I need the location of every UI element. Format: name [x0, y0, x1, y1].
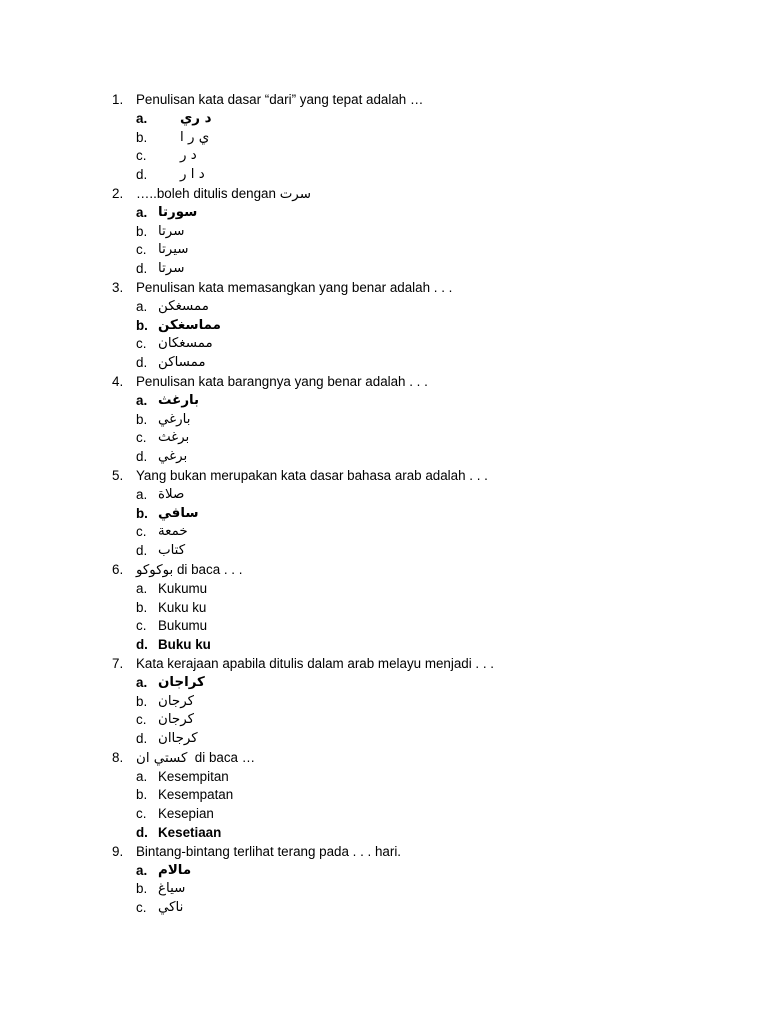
option-text: د ري	[180, 110, 212, 126]
option-text: Kesempitan	[158, 768, 229, 784]
option-5a	[0, 486, 768, 505]
question-5	[0, 467, 768, 486]
option-5d	[0, 542, 768, 561]
option-letter: a.	[136, 392, 148, 408]
option-6a	[0, 580, 768, 599]
option-text: ي ر ا	[180, 129, 210, 145]
option-2b	[0, 223, 768, 242]
question-7	[0, 655, 768, 674]
option-text: صلاة	[158, 486, 185, 502]
option-2a	[0, 204, 768, 223]
option-text: سافي	[158, 505, 199, 521]
question-stem	[136, 749, 255, 769]
question-2	[0, 185, 768, 204]
option-8c	[0, 805, 768, 824]
option-text: Kesempatan	[158, 787, 234, 803]
option-1d	[0, 166, 768, 185]
option-letter: c.	[136, 336, 147, 352]
option-letter: b.	[136, 599, 148, 615]
option-text: ممسغكن	[158, 298, 209, 314]
option-text: كتاب	[158, 543, 186, 559]
option-letter: b.	[136, 693, 148, 709]
option-letter: a.	[136, 862, 148, 878]
option-letter: c.	[136, 712, 147, 728]
option-7a	[0, 674, 768, 693]
option-text: بارغي	[158, 411, 191, 427]
option-text: كرجان	[158, 712, 194, 728]
option-letter: d.	[136, 825, 148, 841]
option-9c	[0, 899, 768, 918]
option-letter: d.	[136, 261, 148, 277]
option-letter: b.	[136, 317, 148, 333]
option-6d	[0, 636, 768, 655]
option-text: برغي	[158, 449, 188, 465]
question-number: 2.	[112, 185, 124, 201]
option-text: كرجاان	[158, 731, 198, 747]
question-number: 7.	[112, 655, 124, 671]
option-letter: d.	[136, 637, 148, 653]
option-8b	[0, 786, 768, 805]
option-2d	[0, 260, 768, 279]
option-4b	[0, 411, 768, 430]
option-5c	[0, 523, 768, 542]
option-letter: d.	[136, 731, 148, 747]
question-6	[0, 561, 768, 580]
option-text: سيرتا	[158, 242, 189, 258]
option-9b	[0, 880, 768, 899]
option-9a	[0, 862, 768, 881]
option-letter: b.	[136, 129, 148, 145]
option-6c	[0, 617, 768, 636]
option-letter: a.	[136, 580, 148, 596]
option-text: ممساكن	[158, 355, 206, 371]
option-text: برغث	[158, 430, 190, 446]
option-letter: b.	[136, 223, 148, 239]
option-text: Buku ku	[158, 637, 211, 653]
option-letter: a.	[136, 486, 148, 502]
question-stem-arabic: بوكوكو	[136, 562, 174, 578]
question-stem-text: di baca …	[194, 749, 256, 765]
quiz-document	[0, 91, 768, 918]
option-7b	[0, 693, 768, 712]
option-letter: d.	[136, 167, 148, 183]
option-letter: c.	[136, 900, 147, 916]
option-1a	[0, 110, 768, 129]
question-stem: Penulisan kata dasar “dari” yang tepat adalah …	[136, 92, 424, 107]
question-stem	[136, 561, 242, 581]
option-text: Kukumu	[158, 580, 208, 596]
option-letter: d.	[136, 449, 148, 465]
option-text: مالام	[158, 862, 192, 878]
option-1b	[0, 129, 768, 148]
question-stem: Penulisan kata barangnya yang benar adalah . . .	[136, 373, 428, 389]
option-letter: b.	[136, 881, 148, 897]
option-3b	[0, 317, 768, 336]
option-3d	[0, 354, 768, 373]
option-2c	[0, 241, 768, 260]
option-7d	[0, 730, 768, 749]
question-stem: Yang bukan merupakan kata dasar bahasa arab adalah . . .	[136, 467, 488, 483]
option-text: كراجان	[158, 674, 205, 690]
option-letter: d.	[136, 543, 148, 559]
option-text: سياغ	[158, 881, 186, 897]
option-3c	[0, 335, 768, 354]
question-1	[0, 91, 768, 110]
question-3	[0, 279, 768, 298]
question-stem: Penulisan kata memasangkan yang benar adalah . . .	[136, 279, 453, 295]
option-letter: b.	[136, 505, 148, 521]
option-5b	[0, 505, 768, 524]
option-text: سرتا	[158, 223, 185, 239]
option-4d	[0, 448, 768, 467]
option-letter: c.	[136, 430, 147, 446]
option-1c	[0, 147, 768, 166]
question-stem: Kata kerajaan apabila ditulis dalam arab melayu menjadi . . .	[136, 655, 495, 671]
question-stem: Bintang-bintang terlihat terang pada . . . hari.	[136, 843, 402, 859]
option-6b	[0, 599, 768, 618]
question-stem	[136, 185, 311, 205]
question-8	[0, 749, 768, 768]
option-letter: c.	[136, 524, 147, 540]
option-text: كرجان	[158, 693, 194, 709]
option-text: ناكي	[158, 900, 184, 916]
option-4a	[0, 392, 768, 411]
option-8d	[0, 824, 768, 843]
question-number: 5.	[112, 467, 124, 483]
option-7c	[0, 711, 768, 730]
option-letter: b.	[136, 411, 148, 427]
question-4	[0, 373, 768, 392]
question-stem-arabic: كستي ان	[136, 750, 188, 766]
option-text: د ا ر	[180, 167, 205, 183]
option-4c	[0, 429, 768, 448]
option-letter: c.	[136, 618, 147, 634]
option-letter: c.	[136, 242, 147, 258]
option-text: Bukumu	[158, 618, 208, 634]
option-text: ممسغكان	[158, 336, 213, 352]
option-letter: d.	[136, 355, 148, 371]
option-3a	[0, 298, 768, 317]
question-number: 4.	[112, 373, 124, 389]
option-8a	[0, 768, 768, 787]
question-number: 8.	[112, 749, 124, 765]
option-text: Kesetiaan	[158, 825, 222, 841]
option-text: خمعة	[158, 524, 188, 540]
question-stem-arabic: سرت	[279, 186, 311, 202]
option-text: سرتا	[158, 261, 185, 277]
question-number: 6.	[112, 561, 124, 577]
option-text: مماسغكن	[158, 317, 221, 333]
option-letter: b.	[136, 787, 148, 803]
option-text: د ر	[180, 148, 197, 164]
option-letter: a.	[136, 110, 148, 126]
option-text: بارغث	[158, 392, 200, 408]
question-stem-text: …..boleh ditulis dengan	[136, 185, 276, 201]
option-text: Kuku ku	[158, 599, 207, 615]
option-letter: a.	[136, 674, 148, 690]
option-letter: c.	[136, 806, 147, 822]
option-letter: a.	[136, 204, 148, 220]
option-text: سورتا	[158, 204, 198, 220]
question-stem-text: di baca . . .	[176, 561, 243, 577]
question-number: 1.	[112, 92, 124, 107]
option-letter: a.	[136, 298, 148, 314]
option-letter: c.	[136, 148, 147, 164]
option-letter: a.	[136, 768, 148, 784]
question-9	[0, 843, 768, 862]
question-number: 9.	[112, 843, 124, 859]
option-text: Kesepian	[158, 806, 214, 822]
question-number: 3.	[112, 279, 124, 295]
